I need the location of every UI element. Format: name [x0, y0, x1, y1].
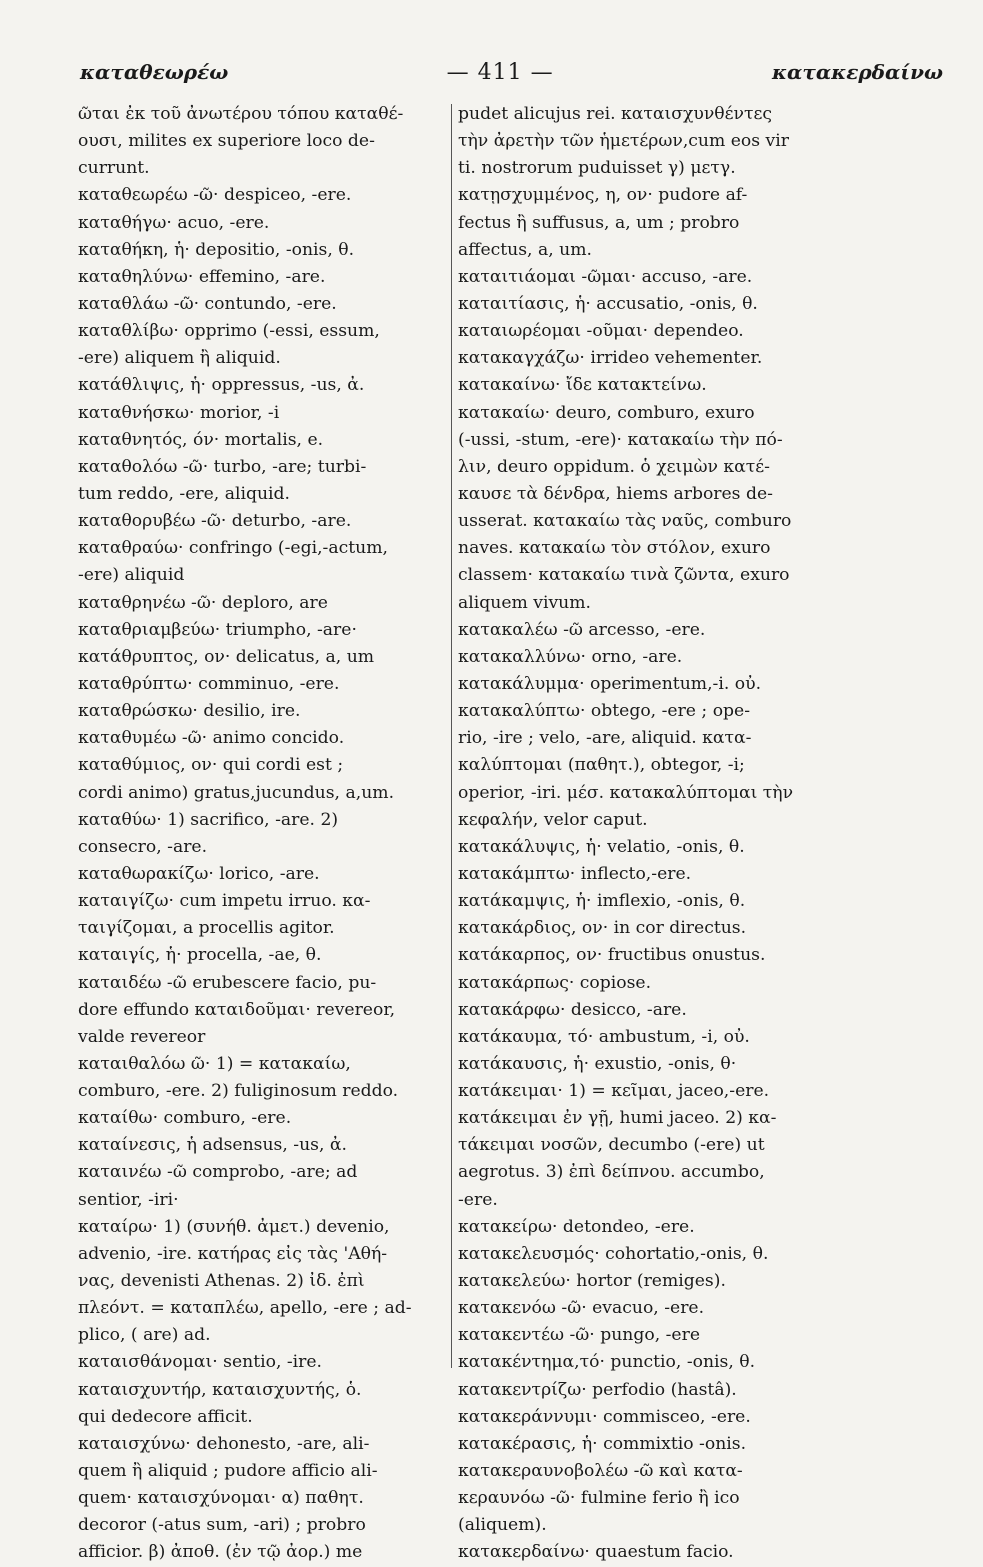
entry-line: καταίθω· comburo, -ere. [78, 1108, 292, 1129]
entry-line: consecro, -are. [78, 836, 208, 857]
entry-line: καταθήγω· acuo, -ere. [78, 212, 270, 233]
entry-line: πλεόντ. = καταπλέω, apello, -ere ; ad- [78, 1298, 412, 1319]
entry-line: ti. nostrorum puduisset γ) μετγ. [458, 158, 736, 179]
entry-line: κατακαλύπτω· obtego, -ere ; ope- [458, 701, 751, 722]
entry-line: καταινέω -ῶ comprobo, -are; ad [78, 1162, 358, 1183]
entry-line: usserat. κατακαίω τὰς ναῦς, comburo [458, 511, 792, 532]
entry-line: καταθρώσκω· desilio, ire. [78, 701, 301, 722]
entry-line: naves. κατακαίω τὸν στόλον, exuro [458, 538, 771, 559]
entry-line: sentior, -iri· [78, 1189, 179, 1210]
entry-line: καταιδέω -ῶ erubescere facio, pu- [78, 972, 377, 993]
entry-line: καταιγίζω· cum impetu irruo. κα- [78, 891, 371, 912]
entry-line: κατακαίω· deuro, comburo, exuro [458, 402, 755, 423]
entry-line: καταθήκη, ἡ· depositio, -onis, θ. [78, 239, 355, 260]
entry-line: νας, devenisti Athenas. 2) ἰδ. ἐπὶ [78, 1271, 365, 1292]
entry-line: κεραυνόω -ῶ· fulmine ferio ἢ ico [458, 1488, 740, 1509]
entry-line: καταισχυντήρ, καταισχυντής, ὁ. [78, 1379, 362, 1400]
entry-line: (-ussi, -stum, -ere)· κατακαίω τὴν πό- [458, 429, 783, 450]
entry-line: κατάκαρπος, ον· fructibus onustus. [458, 945, 766, 966]
entry-line: operior, -iri. μέσ. κατακαλύπτομαι τὴν [458, 782, 794, 803]
entry-line: κατακάλυψις, ἡ· velatio, -onis, θ. [458, 836, 745, 857]
entry-line: καταθύω· 1) sacrifico, -are. 2) [78, 809, 339, 830]
entry-line: καταισχύνω· dehonesto, -are, ali- [78, 1433, 370, 1454]
entry-line: pudet alicujus rei. καταισχυνθέντες [458, 104, 773, 124]
right-column [458, 101, 933, 1567]
entry-line: κατακάρφω· desicco, -are. [458, 999, 687, 1020]
entry-line: quem ἢ aliquid ; pudore afficio ali- [78, 1461, 378, 1482]
entry-line: κατάκειμαι ἐν γῇ, humi jaceo. 2) κα- [458, 1108, 777, 1129]
entry-line: κατάκειμαι· 1) = κεῖμαι, jaceo,-ere. [458, 1081, 770, 1102]
entry-line: καταθραύω· confringo (-egi,-actum, [78, 538, 388, 559]
entry-line: καταίνεσις, ἡ adsensus, -us, ἀ. [78, 1135, 347, 1156]
entry-line: dore effundo καταιδοῦμαι· revereor, [78, 999, 396, 1020]
entry-line: currunt. [78, 158, 150, 179]
entry-line: καταθριαμβεύω· triumpho, -are· [78, 619, 357, 640]
entry-line: καταθνήσκω· morior, -i [78, 402, 280, 423]
entry-line: κατακεράννυμι· commisceo, -ere. [458, 1406, 751, 1427]
entry-line: κατακέρασις, ἡ· commixtio -onis. [458, 1433, 747, 1454]
entry-line: plico, ( are) ad. [78, 1325, 211, 1346]
entry-line: κατακάρπως· copiose. [458, 972, 652, 993]
entry-line: καταθνητός, όν· mortalis, e. [78, 429, 324, 450]
entry-line: καταθλάω -ῶ· contundo, -ere. [78, 293, 337, 314]
entry-line: καταιτίασις, ἡ· accusatio, -onis, θ. [458, 293, 758, 314]
entry-line: καταθωρακίζω· lorico, -are. [78, 863, 320, 884]
entry-line: κατακενόω -ῶ· evacuo, -ere. [458, 1298, 705, 1319]
entry-line: aegrotus. 3) ἐπὶ δείπνου. accumbo, [458, 1162, 765, 1183]
entry-line: καταθολόω -ῶ· turbo, -are; turbi- [78, 456, 367, 477]
entry-line: affectus, a, um. [458, 239, 592, 260]
entry-line: κατακάρδιος, ον· in cor directus. [458, 918, 747, 939]
entry-line: tum reddo, -ere, aliquid. [78, 483, 290, 504]
entry-line: κεφαλήν, velor caput. [458, 809, 648, 830]
entry-line: -ere) aliquid [78, 565, 185, 586]
entry-line: quem· καταισχύνομαι· α) παθητ. [78, 1488, 364, 1509]
entry-line: comburo, -ere. 2) fuliginosum reddo. [78, 1081, 399, 1102]
entry-line: decoror (-atus sum, -ari) ; probro [78, 1515, 366, 1536]
entry-line: κατακελευσμός· cohortatio,-onis, θ. [458, 1243, 769, 1264]
entry-line: καταιγίς, ἡ· procella, -ae, θ. [78, 945, 322, 966]
entry-line: καταθηλύνω· effemino, -are. [78, 266, 326, 287]
entry-line: λιν, deuro oppidum. ὁ χειμὼν κατέ- [458, 456, 770, 477]
entry-line: καταιτιάομαι -ῶμαι· accuso, -are. [458, 266, 753, 287]
entry-line: καταθορυβέω -ῶ· deturbo, -are. [78, 511, 352, 532]
entry-line: afficior. β) ἀποθ. (ἐν τῷ ἀορ.) me [78, 1542, 363, 1563]
entry-line: κατακεντρίζω· perfodio (hastâ). [458, 1379, 737, 1400]
entry-line: τάκειμαι νοσῶν, decumbo (-ere) ut [458, 1135, 765, 1156]
entry-line: κατάθλιψις, ἡ· oppressus, -us, ἀ. [78, 375, 365, 396]
entry-line: καταθλίβω· opprimo (-essi, essum, [78, 321, 380, 342]
entry-line: καταιθαλόω ῶ· 1) = κατακαίω, [78, 1053, 351, 1074]
entry-line: κατακάλυμμα· operimentum,-i. οὐ. [458, 673, 762, 694]
entry-line: κατακερδαίνω· quaestum facio. [458, 1542, 734, 1563]
entry-line: καταισθάνομαι· sentio, -ire. [78, 1352, 323, 1373]
right-running-head: κατακερδαίνω [771, 60, 943, 84]
entry-line: καταιωρέομαι -οῦμαι· dependeo. [458, 321, 744, 342]
entry-line: qui dedecore afficit. [78, 1406, 253, 1427]
entry-line: καταίρω· 1) (συνήθ. ἀμετ.) devenio, [78, 1216, 390, 1237]
entry-line: aliquem vivum. [458, 592, 591, 613]
entry-line: κατῃσχυμμένος, η, ον· pudore af- [458, 185, 748, 206]
entry-line: κατακαλλύνω· orno, -are. [458, 646, 683, 667]
entry-line: καταθρύπτω· comminuo, -ere. [78, 673, 340, 694]
entry-line: κατάκαμψις, ἡ· imflexio, -onis, θ. [458, 891, 746, 912]
entry-line: rio, -ire ; velo, -are, aliquid. κατα- [458, 728, 752, 749]
entry-line: κατακάμπτω· inflecto,-ere. [458, 863, 692, 884]
entry-line: καταθεωρέω -ῶ· despiceo, -ere. [78, 185, 352, 206]
entry-line: κατάκαυμα, τό· ambustum, -i, οὐ. [458, 1026, 750, 1047]
entry-line: καταθρηνέω -ῶ· deploro, are [78, 592, 328, 613]
left-running-head: καταθεωρέω [80, 60, 229, 84]
entry-line: valde revereor [78, 1026, 206, 1047]
page-number: — 411 — [446, 59, 554, 85]
entry-line: ῶται ἐκ τοῦ ἀνωτέρου τόπου καταθέ- [78, 104, 404, 124]
left-column [78, 101, 450, 1567]
entry-line: καταθυμέω -ῶ· animo concido. [78, 728, 345, 749]
entry-line: κατάθρυπτος, ον· delicatus, a, um [78, 646, 375, 667]
entry-line: κατάκαυσις, ἡ· exustio, -onis, θ· [458, 1053, 737, 1074]
entry-line: κατακεντέω -ῶ· pungo, -ere [458, 1325, 700, 1346]
entry-line: κατακαλέω -ῶ arcesso, -ere. [458, 619, 706, 640]
entry-line: κατακαγχάζω· irrideo vehementer. [458, 348, 763, 369]
entry-line: classem· κατακαίω τινὰ ζῶντα, exuro [458, 565, 790, 586]
column-divider [451, 104, 452, 1368]
entry-line: ταιγίζομαι, a procellis agitor. [78, 918, 335, 939]
page-header [80, 52, 943, 92]
entry-line: καυσε τὰ δένδρα, hiems arbores de- [458, 483, 773, 504]
entry-line: κατακαίνω· ἴδε κατακτείνω. [458, 375, 707, 396]
entry-line: (aliquem). [458, 1515, 547, 1536]
entry-line: ουσι, milites ex superiore loco de- [78, 131, 375, 152]
entry-line: fectus ἢ suffusus, a, um ; probro [458, 212, 740, 233]
entry-line: καταθύμιος, ον· qui cordi est ; [78, 755, 344, 776]
entry-line: -ere. [458, 1189, 498, 1210]
entry-line: τὴν ἀρετὴν τῶν ἡμετέρων,cum eos vir [458, 131, 789, 152]
entry-line: κατακεραυνοβολέω -ῶ καὶ κατα- [458, 1461, 743, 1482]
entry-line: advenio, -ire. κατήρας εἰς τὰς 'Αθή- [78, 1243, 388, 1264]
entry-line: cordi animo) gratus,jucundus, a,um. [78, 782, 395, 803]
entry-line: κατακελεύω· hortor (remiges). [458, 1271, 726, 1292]
entry-line: -ere) aliquem ἢ aliquid. [78, 348, 281, 369]
entry-line: κατακείρω· detondeo, -ere. [458, 1216, 695, 1237]
entry-line: κατακέντημα,τό· punctio, -onis, θ. [458, 1352, 756, 1373]
entry-line: καλύπτομαι (παθητ.), obtegor, -i; [458, 755, 745, 776]
